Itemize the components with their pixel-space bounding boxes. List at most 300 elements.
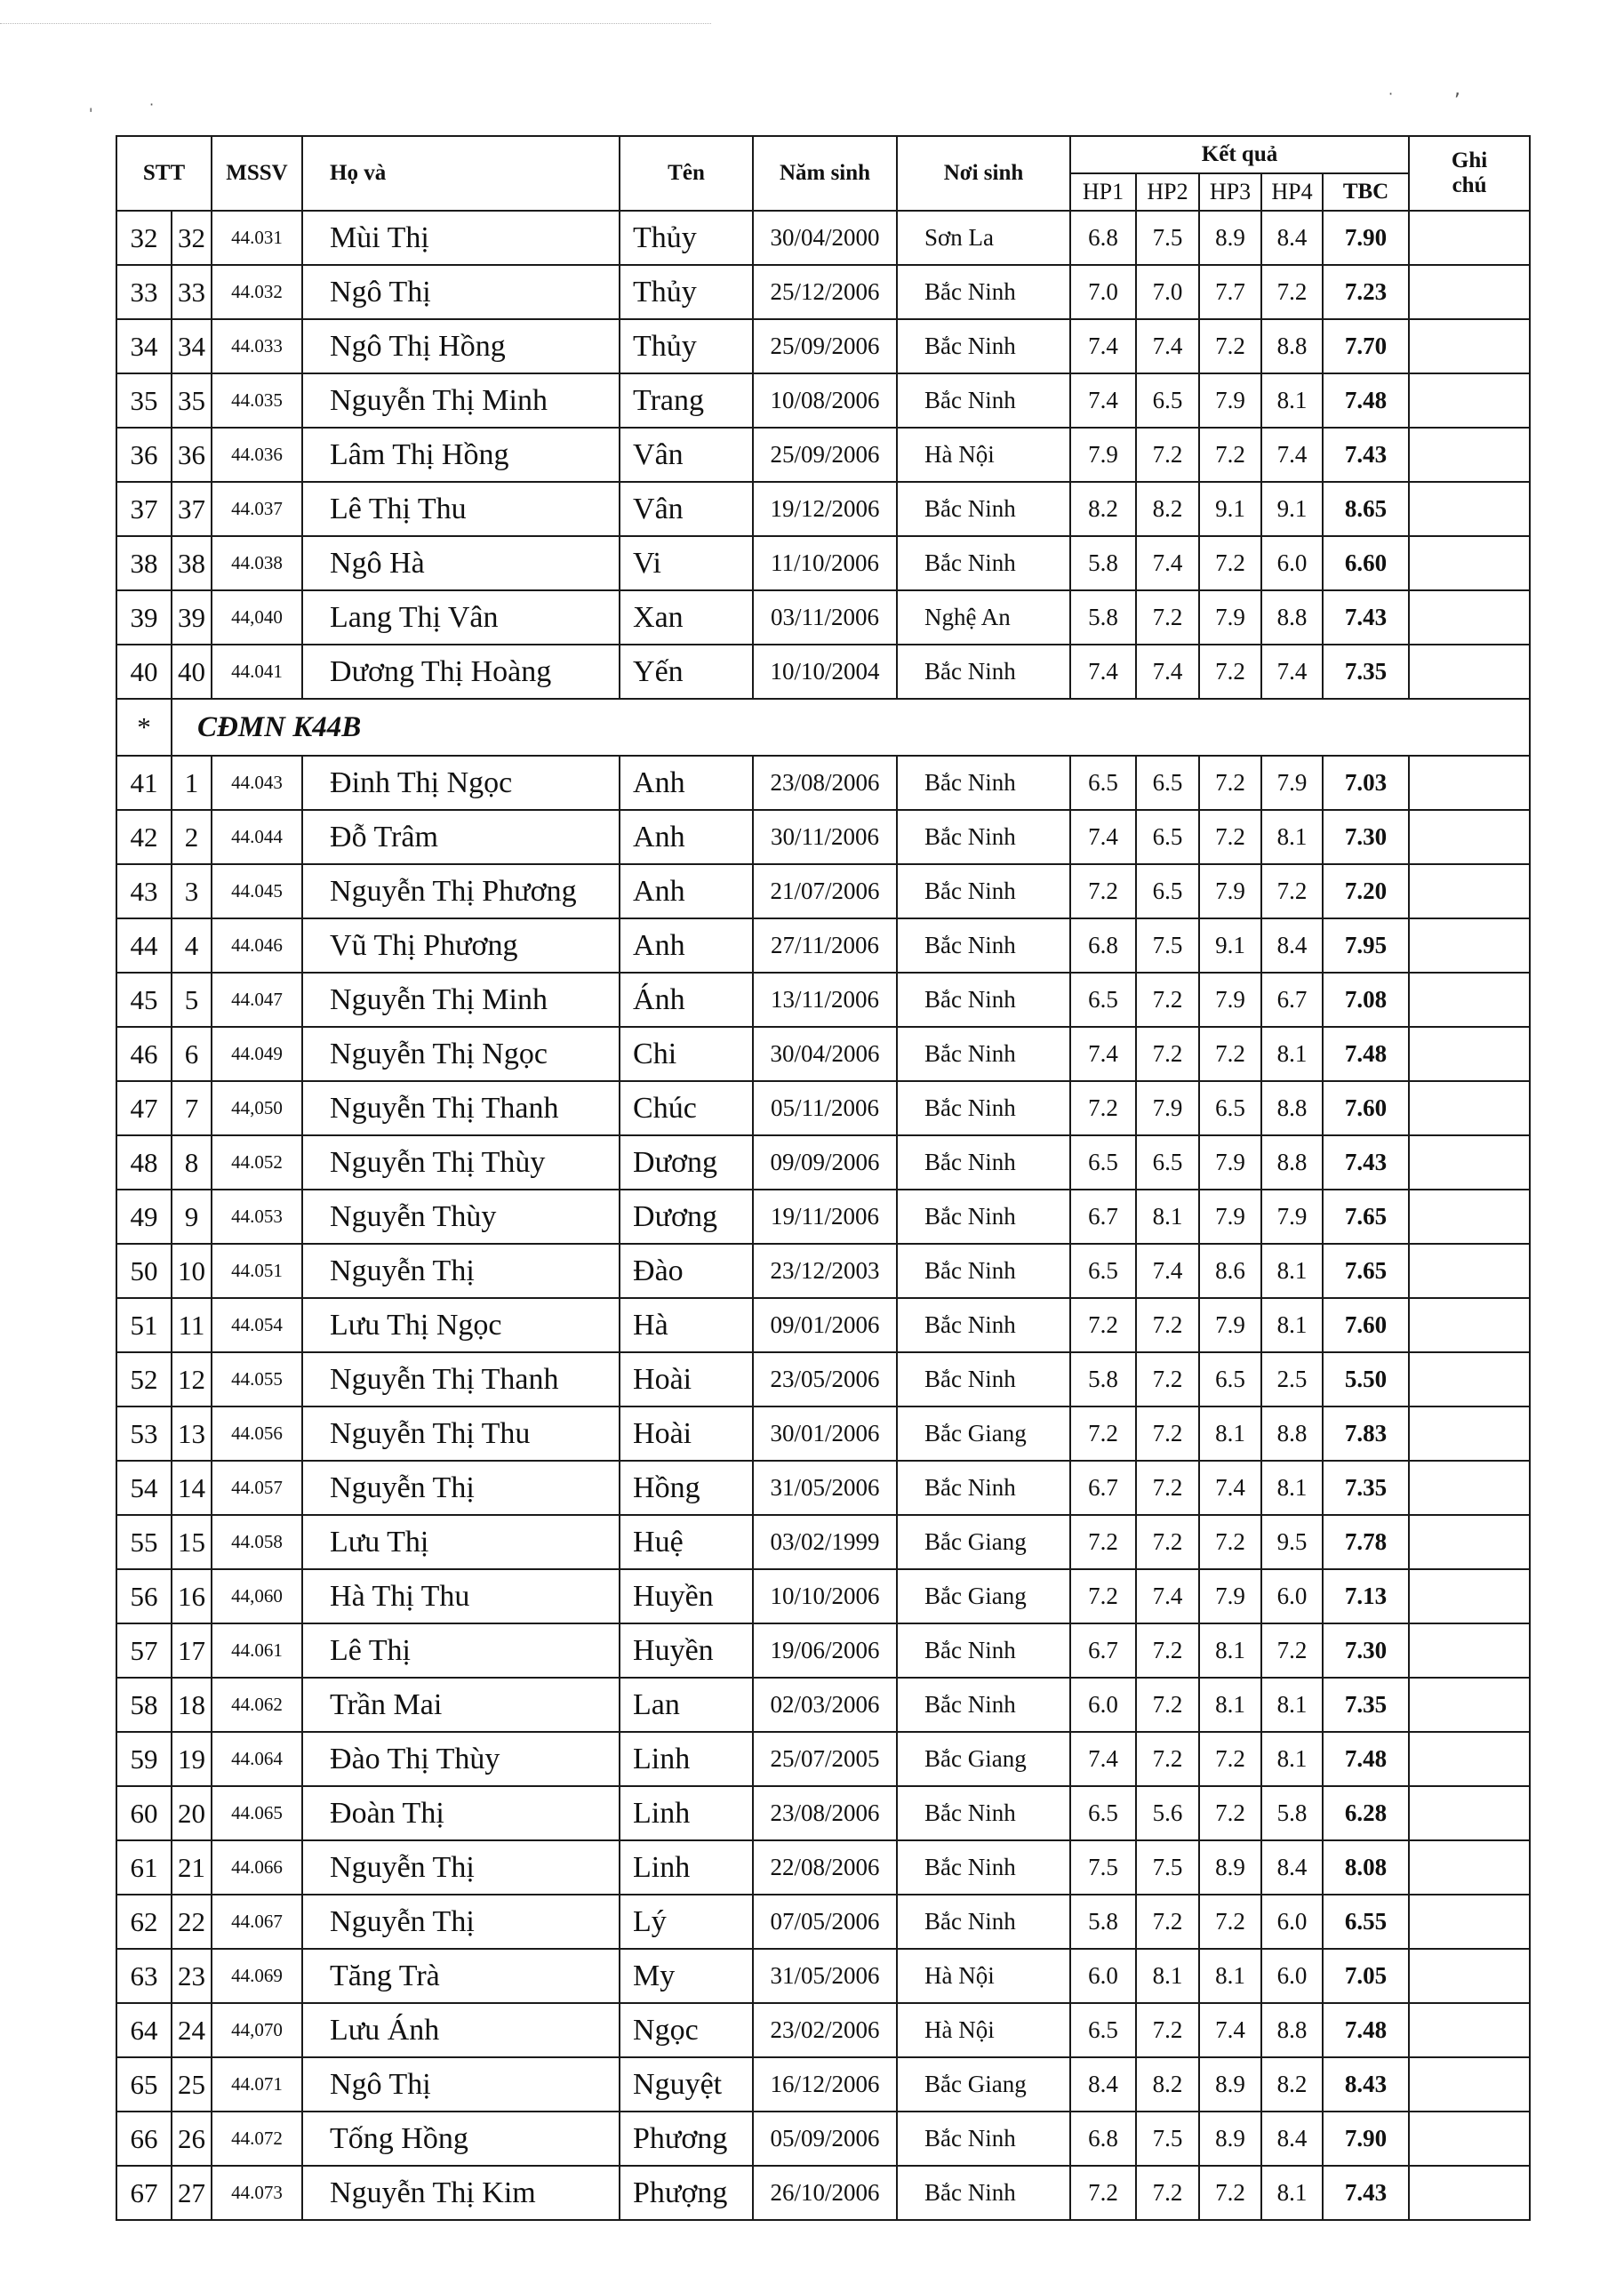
- cell-tbc: 7.60: [1323, 1081, 1409, 1135]
- cell-tbc: 6.60: [1323, 536, 1409, 590]
- cell-hp3: 7.2: [1199, 1515, 1261, 1569]
- cell-nam-sinh: 23/08/2006: [753, 1786, 897, 1840]
- cell-stt-class: 12: [172, 1352, 212, 1406]
- cell-ten: Lan: [620, 1678, 753, 1732]
- cell-stt-class: 10: [172, 1244, 212, 1298]
- cell-nam-sinh: 05/09/2006: [753, 2112, 897, 2166]
- cell-nam-sinh: 10/10/2004: [753, 645, 897, 699]
- cell-hp2: 7.4: [1136, 1244, 1199, 1298]
- table-row: [116, 864, 1530, 918]
- cell-hp1: 6.5: [1070, 1135, 1136, 1190]
- cell-hp4: 8.1: [1261, 1678, 1323, 1732]
- cell-stt-class: 23: [172, 1949, 212, 2003]
- cell-stt: 51: [116, 1298, 172, 1352]
- cell-hp2: 7.2: [1136, 2166, 1199, 2220]
- cell-stt-class: 25: [172, 2057, 212, 2112]
- cell-hp4: 8.8: [1261, 1135, 1323, 1190]
- table-row: [116, 2166, 1530, 2220]
- cell-ho-va: Nguyễn Thị Minh: [302, 973, 620, 1027]
- cell-tbc: 7.03: [1323, 756, 1409, 810]
- cell-hp3: 7.4: [1199, 1461, 1261, 1515]
- cell-hp3: 7.9: [1199, 590, 1261, 645]
- header-nam-sinh: Năm sinh: [753, 136, 897, 211]
- cell-ghi-chu: [1409, 2003, 1530, 2057]
- cell-ten: Đào: [620, 1244, 753, 1298]
- cell-hp2: 8.2: [1136, 482, 1199, 536]
- cell-noi-sinh: Bắc Giang: [897, 1515, 1070, 1569]
- table-row: [116, 1298, 1530, 1352]
- cell-ho-va: Ngô Thị: [302, 265, 620, 319]
- cell-hp4: 8.8: [1261, 319, 1323, 373]
- cell-hp4: 8.1: [1261, 2166, 1323, 2220]
- cell-stt: 56: [116, 1569, 172, 1623]
- cell-hp1: 7.9: [1070, 428, 1136, 482]
- cell-ho-va: Lê Thị Thu: [302, 482, 620, 536]
- cell-nam-sinh: 16/12/2006: [753, 2057, 897, 2112]
- cell-noi-sinh: Bắc Ninh: [897, 536, 1070, 590]
- cell-tbc: 7.48: [1323, 2003, 1409, 2057]
- cell-ho-va: Nguyễn Thị: [302, 1895, 620, 1949]
- table-row: [116, 918, 1530, 973]
- cell-mssv: 44.032: [212, 265, 302, 319]
- table-body-group-a: [116, 211, 1530, 699]
- cell-nam-sinh: 30/11/2006: [753, 810, 897, 864]
- table-row: [116, 756, 1530, 810]
- cell-hp1: 6.7: [1070, 1623, 1136, 1678]
- table-row: [116, 1081, 1530, 1135]
- cell-ho-va: Nguyễn Thị Ngọc: [302, 1027, 620, 1081]
- cell-noi-sinh: Sơn La: [897, 211, 1070, 265]
- cell-nam-sinh: 30/04/2006: [753, 1027, 897, 1081]
- cell-hp1: 6.7: [1070, 1461, 1136, 1515]
- cell-stt: 32: [116, 211, 172, 265]
- cell-tbc: 7.05: [1323, 1949, 1409, 2003]
- cell-hp1: 7.4: [1070, 810, 1136, 864]
- cell-tbc: 7.90: [1323, 211, 1409, 265]
- cell-hp2: 7.4: [1136, 1569, 1199, 1623]
- cell-hp1: 6.5: [1070, 1244, 1136, 1298]
- cell-hp4: 8.4: [1261, 211, 1323, 265]
- cell-hp1: 5.8: [1070, 590, 1136, 645]
- cell-stt-class: 33: [172, 265, 212, 319]
- cell-tbc: 7.48: [1323, 1732, 1409, 1786]
- cell-stt-class: 36: [172, 428, 212, 482]
- cell-hp1: 5.8: [1070, 536, 1136, 590]
- cell-ghi-chu: [1409, 590, 1530, 645]
- section-row: [116, 699, 1530, 756]
- cell-noi-sinh: Bắc Ninh: [897, 1352, 1070, 1406]
- header-ghi-chu-line1: Ghi: [1451, 148, 1488, 172]
- cell-tbc: 7.65: [1323, 1190, 1409, 1244]
- cell-stt-class: 14: [172, 1461, 212, 1515]
- cell-mssv: 44.036: [212, 428, 302, 482]
- cell-tbc: 7.70: [1323, 319, 1409, 373]
- cell-hp1: 7.4: [1070, 319, 1136, 373]
- table-row: [116, 645, 1530, 699]
- cell-hp1: 7.5: [1070, 1840, 1136, 1895]
- cell-stt-class: 5: [172, 973, 212, 1027]
- cell-tbc: 7.43: [1323, 2166, 1409, 2220]
- cell-stt: 39: [116, 590, 172, 645]
- cell-ten: Lý: [620, 1895, 753, 1949]
- cell-hp4: 7.2: [1261, 1623, 1323, 1678]
- cell-hp4: 8.8: [1261, 590, 1323, 645]
- cell-ho-va: Vũ Thị Phương: [302, 918, 620, 973]
- cell-mssv: 44.058: [212, 1515, 302, 1569]
- cell-ho-va: Hà Thị Thu: [302, 1569, 620, 1623]
- cell-stt: 44: [116, 918, 172, 973]
- cell-ghi-chu: [1409, 211, 1530, 265]
- cell-stt: 37: [116, 482, 172, 536]
- cell-nam-sinh: 03/02/1999: [753, 1515, 897, 1569]
- cell-nam-sinh: 09/01/2006: [753, 1298, 897, 1352]
- cell-mssv: 44.064: [212, 1732, 302, 1786]
- cell-hp3: 7.7: [1199, 265, 1261, 319]
- cell-hp2: 7.5: [1136, 211, 1199, 265]
- cell-hp2: 7.2: [1136, 1732, 1199, 1786]
- cell-mssv: 44,050: [212, 1081, 302, 1135]
- cell-hp2: 6.5: [1136, 373, 1199, 428]
- cell-ten: Chi: [620, 1027, 753, 1081]
- cell-mssv: 44.046: [212, 918, 302, 973]
- cell-mssv: 44.045: [212, 864, 302, 918]
- cell-hp3: 7.2: [1199, 1895, 1261, 1949]
- cell-tbc: 7.08: [1323, 973, 1409, 1027]
- cell-noi-sinh: Bắc Ninh: [897, 1135, 1070, 1190]
- cell-tbc: 7.13: [1323, 1569, 1409, 1623]
- cell-mssv: 44.066: [212, 1840, 302, 1895]
- cell-ten: Linh: [620, 1732, 753, 1786]
- cell-stt: 52: [116, 1352, 172, 1406]
- cell-hp1: 7.2: [1070, 1298, 1136, 1352]
- cell-ten: Anh: [620, 810, 753, 864]
- cell-stt: 55: [116, 1515, 172, 1569]
- cell-stt-class: 37: [172, 482, 212, 536]
- cell-stt: 66: [116, 2112, 172, 2166]
- cell-tbc: 6.28: [1323, 1786, 1409, 1840]
- cell-hp3: 7.4: [1199, 2003, 1261, 2057]
- cell-ho-va: Ngô Thị Hồng: [302, 319, 620, 373]
- header-hp3: HP3: [1199, 173, 1261, 211]
- cell-hp3: 8.6: [1199, 1244, 1261, 1298]
- cell-ho-va: Dương Thị Hoàng: [302, 645, 620, 699]
- cell-stt-class: 38: [172, 536, 212, 590]
- cell-hp3: 6.5: [1199, 1352, 1261, 1406]
- cell-tbc: 7.95: [1323, 918, 1409, 973]
- cell-stt-class: 6: [172, 1027, 212, 1081]
- cell-ten: Anh: [620, 864, 753, 918]
- table-row: [116, 810, 1530, 864]
- cell-tbc: 7.23: [1323, 265, 1409, 319]
- table-row: [116, 1406, 1530, 1461]
- cell-noi-sinh: Bắc Ninh: [897, 756, 1070, 810]
- header-tbc: TBC: [1323, 173, 1409, 211]
- cell-mssv: 44.069: [212, 1949, 302, 2003]
- cell-stt-class: 20: [172, 1786, 212, 1840]
- table-body-group-b: [116, 756, 1530, 2220]
- cell-hp4: 8.1: [1261, 1244, 1323, 1298]
- cell-hp3: 8.9: [1199, 1840, 1261, 1895]
- cell-nam-sinh: 19/12/2006: [753, 482, 897, 536]
- cell-tbc: 7.43: [1323, 590, 1409, 645]
- cell-ghi-chu: [1409, 756, 1530, 810]
- cell-nam-sinh: 23/05/2006: [753, 1352, 897, 1406]
- cell-hp3: 9.1: [1199, 482, 1261, 536]
- cell-hp2: 7.2: [1136, 1678, 1199, 1732]
- cell-hp4: 9.5: [1261, 1515, 1323, 1569]
- cell-hp4: 8.4: [1261, 918, 1323, 973]
- cell-mssv: 44.037: [212, 482, 302, 536]
- cell-stt-class: 4: [172, 918, 212, 973]
- cell-stt: 33: [116, 265, 172, 319]
- cell-ho-va: Nguyễn Thị: [302, 1244, 620, 1298]
- cell-stt: 59: [116, 1732, 172, 1786]
- table-row: [116, 1244, 1530, 1298]
- cell-ghi-chu: [1409, 2057, 1530, 2112]
- header-noi-sinh: Nơi sinh: [897, 136, 1070, 211]
- cell-nam-sinh: 26/10/2006: [753, 2166, 897, 2220]
- header-hp1: HP1: [1070, 173, 1136, 211]
- cell-mssv: 44.067: [212, 1895, 302, 1949]
- cell-ho-va: Nguyễn Thị: [302, 1461, 620, 1515]
- cell-stt-class: 18: [172, 1678, 212, 1732]
- cell-hp1: 7.4: [1070, 1027, 1136, 1081]
- cell-ten: Linh: [620, 1840, 753, 1895]
- cell-hp1: 7.0: [1070, 265, 1136, 319]
- cell-ho-va: Mùi Thị: [302, 211, 620, 265]
- cell-ten: Huyền: [620, 1623, 753, 1678]
- cell-noi-sinh: Bắc Ninh: [897, 1678, 1070, 1732]
- cell-mssv: 44.055: [212, 1352, 302, 1406]
- scan-top-edge: [0, 23, 711, 24]
- cell-mssv: 44.038: [212, 536, 302, 590]
- cell-ghi-chu: [1409, 536, 1530, 590]
- cell-ten: Hồng: [620, 1461, 753, 1515]
- cell-hp3: 8.1: [1199, 1406, 1261, 1461]
- cell-hp4: 6.0: [1261, 1895, 1323, 1949]
- cell-ghi-chu: [1409, 645, 1530, 699]
- cell-hp3: 7.2: [1199, 2166, 1261, 2220]
- cell-ghi-chu: [1409, 1623, 1530, 1678]
- cell-hp3: 7.2: [1199, 1786, 1261, 1840]
- cell-noi-sinh: Bắc Ninh: [897, 2112, 1070, 2166]
- cell-hp1: 6.7: [1070, 1190, 1136, 1244]
- cell-ten: Thủy: [620, 319, 753, 373]
- cell-nam-sinh: 31/05/2006: [753, 1949, 897, 2003]
- cell-ho-va: Lâm Thị Hồng: [302, 428, 620, 482]
- cell-stt: 42: [116, 810, 172, 864]
- cell-ghi-chu: [1409, 2112, 1530, 2166]
- cell-nam-sinh: 09/09/2006: [753, 1135, 897, 1190]
- cell-nam-sinh: 13/11/2006: [753, 973, 897, 1027]
- cell-ten: Vi: [620, 536, 753, 590]
- cell-noi-sinh: Hà Nội: [897, 1949, 1070, 2003]
- cell-hp2: 8.2: [1136, 2057, 1199, 2112]
- cell-ho-va: Lang Thị Vân: [302, 590, 620, 645]
- cell-hp4: 8.8: [1261, 2003, 1323, 2057]
- table-row: [116, 2112, 1530, 2166]
- cell-stt: 54: [116, 1461, 172, 1515]
- cell-hp4: 7.4: [1261, 645, 1323, 699]
- cell-stt: 65: [116, 2057, 172, 2112]
- cell-hp4: 7.4: [1261, 428, 1323, 482]
- cell-ho-va: Nguyễn Thùy: [302, 1190, 620, 1244]
- cell-nam-sinh: 30/01/2006: [753, 1406, 897, 1461]
- cell-noi-sinh: Bắc Ninh: [897, 373, 1070, 428]
- cell-noi-sinh: Bắc Ninh: [897, 1840, 1070, 1895]
- cell-stt: 50: [116, 1244, 172, 1298]
- cell-hp3: 7.9: [1199, 1190, 1261, 1244]
- cell-tbc: 7.30: [1323, 810, 1409, 864]
- header-hp2: HP2: [1136, 173, 1199, 211]
- header-hp4: HP4: [1261, 173, 1323, 211]
- cell-ghi-chu: [1409, 265, 1530, 319]
- cell-ten: Thủy: [620, 265, 753, 319]
- cell-mssv: 44.071: [212, 2057, 302, 2112]
- cell-hp4: 8.1: [1261, 810, 1323, 864]
- cell-hp2: 5.6: [1136, 1786, 1199, 1840]
- cell-noi-sinh: Bắc Giang: [897, 1569, 1070, 1623]
- table-row: [116, 211, 1530, 265]
- cell-hp1: 6.0: [1070, 1678, 1136, 1732]
- table-row: [116, 1840, 1530, 1895]
- cell-stt-class: 7: [172, 1081, 212, 1135]
- cell-nam-sinh: 22/08/2006: [753, 1840, 897, 1895]
- cell-noi-sinh: Hà Nội: [897, 428, 1070, 482]
- cell-nam-sinh: 10/08/2006: [753, 373, 897, 428]
- cell-stt: 45: [116, 973, 172, 1027]
- cell-noi-sinh: Hà Nội: [897, 2003, 1070, 2057]
- table-row: [116, 319, 1530, 373]
- cell-hp2: 8.1: [1136, 1949, 1199, 2003]
- cell-stt: 67: [116, 2166, 172, 2220]
- table-row: [116, 1027, 1530, 1081]
- cell-hp2: 7.2: [1136, 1515, 1199, 1569]
- cell-tbc: 7.20: [1323, 864, 1409, 918]
- cell-hp4: 6.0: [1261, 1569, 1323, 1623]
- cell-ho-va: Lê Thị: [302, 1623, 620, 1678]
- cell-hp3: 8.1: [1199, 1949, 1261, 2003]
- cell-hp1: 6.5: [1070, 1786, 1136, 1840]
- cell-tbc: 7.35: [1323, 1461, 1409, 1515]
- cell-ho-va: Đoàn Thị: [302, 1786, 620, 1840]
- cell-hp4: 5.8: [1261, 1786, 1323, 1840]
- cell-mssv: 44.061: [212, 1623, 302, 1678]
- cell-tbc: 7.35: [1323, 645, 1409, 699]
- cell-hp2: 7.2: [1136, 1623, 1199, 1678]
- cell-mssv: 44.073: [212, 2166, 302, 2220]
- cell-mssv: 44.044: [212, 810, 302, 864]
- cell-tbc: 7.48: [1323, 1027, 1409, 1081]
- cell-ghi-chu: [1409, 319, 1530, 373]
- cell-noi-sinh: Bắc Ninh: [897, 1081, 1070, 1135]
- cell-hp4: 7.2: [1261, 265, 1323, 319]
- cell-ten: Chúc: [620, 1081, 753, 1135]
- cell-hp1: 6.8: [1070, 918, 1136, 973]
- cell-ten: Anh: [620, 918, 753, 973]
- cell-hp1: 7.4: [1070, 645, 1136, 699]
- cell-ghi-chu: [1409, 1135, 1530, 1190]
- cell-ten: Ngọc: [620, 2003, 753, 2057]
- cell-noi-sinh: Bắc Ninh: [897, 1298, 1070, 1352]
- cell-hp1: 7.2: [1070, 1406, 1136, 1461]
- section-row-group: [116, 699, 1530, 756]
- cell-noi-sinh: Bắc Ninh: [897, 1786, 1070, 1840]
- cell-stt-class: 13: [172, 1406, 212, 1461]
- cell-stt-class: 21: [172, 1840, 212, 1895]
- cell-noi-sinh: Bắc Ninh: [897, 918, 1070, 973]
- cell-hp2: 7.2: [1136, 1298, 1199, 1352]
- cell-nam-sinh: 23/08/2006: [753, 756, 897, 810]
- table-row: [116, 373, 1530, 428]
- cell-stt-class: 24: [172, 2003, 212, 2057]
- cell-ho-va: Tống Hồng: [302, 2112, 620, 2166]
- cell-ho-va: Nguyễn Thị Phương: [302, 864, 620, 918]
- cell-hp1: 8.2: [1070, 482, 1136, 536]
- cell-stt: 60: [116, 1786, 172, 1840]
- cell-nam-sinh: 27/11/2006: [753, 918, 897, 973]
- cell-noi-sinh: Bắc Ninh: [897, 1190, 1070, 1244]
- cell-ghi-chu: [1409, 864, 1530, 918]
- table-row: [116, 1461, 1530, 1515]
- cell-nam-sinh: 25/12/2006: [753, 265, 897, 319]
- cell-stt: 64: [116, 2003, 172, 2057]
- cell-noi-sinh: Bắc Ninh: [897, 1461, 1070, 1515]
- header-ket-qua: Kết quả: [1070, 136, 1409, 173]
- cell-hp3: 7.9: [1199, 373, 1261, 428]
- cell-hp2: 6.5: [1136, 756, 1199, 810]
- cell-hp4: 8.8: [1261, 1081, 1323, 1135]
- cell-hp2: 7.2: [1136, 1027, 1199, 1081]
- cell-hp1: 5.8: [1070, 1352, 1136, 1406]
- cell-stt: 53: [116, 1406, 172, 1461]
- cell-hp3: 7.9: [1199, 1135, 1261, 1190]
- cell-hp2: 7.2: [1136, 1406, 1199, 1461]
- scan-speck: ·: [149, 96, 155, 113]
- cell-ho-va: Nguyễn Thị Thanh: [302, 1352, 620, 1406]
- cell-ten: Ánh: [620, 973, 753, 1027]
- cell-ten: Phương: [620, 2112, 753, 2166]
- cell-hp3: 7.2: [1199, 536, 1261, 590]
- cell-stt-class: 17: [172, 1623, 212, 1678]
- cell-hp4: 8.1: [1261, 1298, 1323, 1352]
- cell-ten: Phượng: [620, 2166, 753, 2220]
- cell-tbc: 5.50: [1323, 1352, 1409, 1406]
- cell-mssv: 44,060: [212, 1569, 302, 1623]
- cell-mssv: 44.062: [212, 1678, 302, 1732]
- cell-ghi-chu: [1409, 1515, 1530, 1569]
- cell-hp2: 7.2: [1136, 1461, 1199, 1515]
- cell-stt-class: 2: [172, 810, 212, 864]
- cell-hp3: 8.1: [1199, 1678, 1261, 1732]
- cell-ho-va: Tăng Trà: [302, 1949, 620, 2003]
- cell-stt: 41: [116, 756, 172, 810]
- cell-mssv: 44.056: [212, 1406, 302, 1461]
- cell-noi-sinh: Bắc Ninh: [897, 810, 1070, 864]
- cell-hp2: 6.5: [1136, 864, 1199, 918]
- cell-hp3: 7.2: [1199, 756, 1261, 810]
- header-ho-va: Họ và: [302, 136, 620, 211]
- cell-ten: Yến: [620, 645, 753, 699]
- cell-tbc: 7.65: [1323, 1244, 1409, 1298]
- cell-noi-sinh: Bắc Ninh: [897, 319, 1070, 373]
- cell-noi-sinh: Bắc Ninh: [897, 265, 1070, 319]
- cell-ho-va: Đào Thị Thùy: [302, 1732, 620, 1786]
- scan-speck: ·: [1388, 85, 1394, 102]
- cell-stt: 47: [116, 1081, 172, 1135]
- cell-hp4: 9.1: [1261, 482, 1323, 536]
- cell-nam-sinh: 19/06/2006: [753, 1623, 897, 1678]
